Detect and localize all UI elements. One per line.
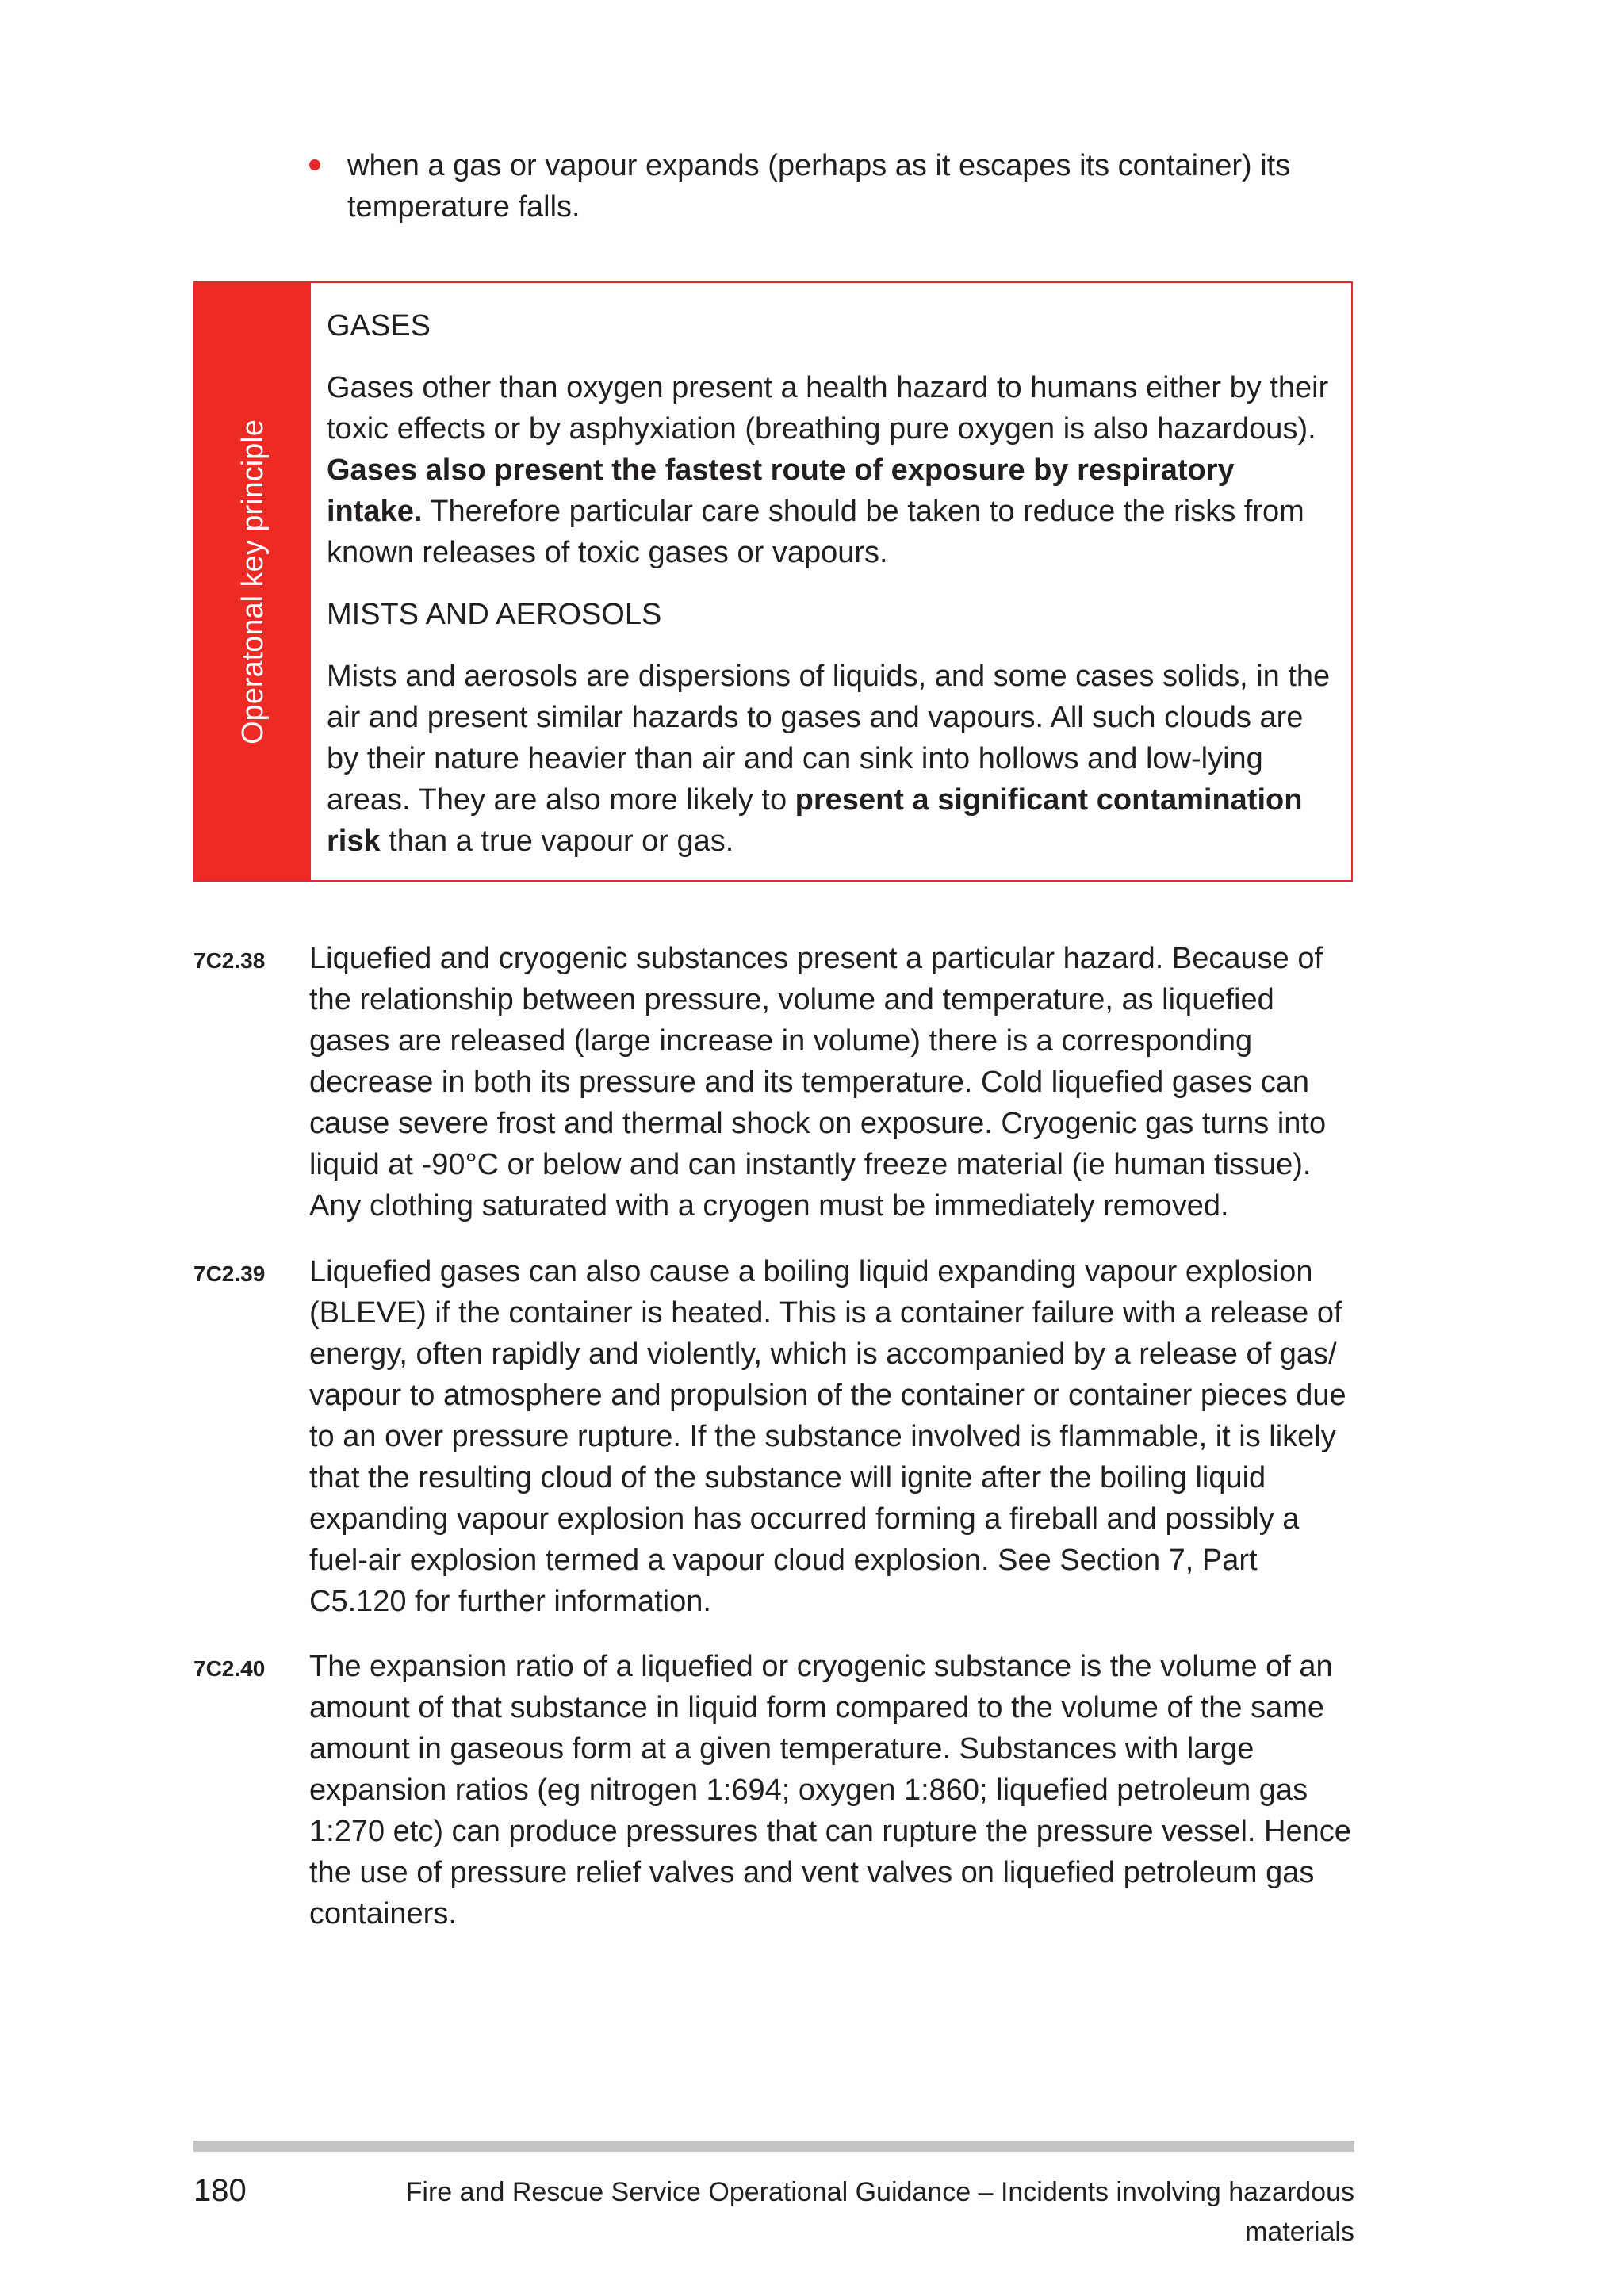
numbered-paragraph (193, 1251, 1359, 1622)
page-footer (193, 2171, 1354, 2252)
paragraph-text: Liquefied gases can also cause a boiling liquid expanding vapour explosion (BLEVE) if the container is heated. This is a container failure with a release of energy, often rapidly and violently, which is accompanied by a release of gas/ vapour to atmosphere and propulsion of the container or container pieces due to an over pressure rupture. If the substance involved is flammable, it is likely that the resulting cloud of the substance will ignite after the boiling liquid expanding vapour explosion has occurred forming a fireball and possibly a fuel-air explosion termed a vapour cloud explosion. See Section 7, Part C5.120 for further information. (309, 1255, 1346, 1618)
key-principle-box (193, 281, 1353, 882)
mists-text-1: Mists and aerosols are dispersions of liquids, and some cases solids, in the air and present similar hazards to gases and vapours. All such clouds are by their nature heavier than air and can sink into hollows and low-lying areas. They are also more likely to (327, 660, 1331, 817)
key-principle-label: Operatonal key principle (236, 419, 270, 744)
key-principle-sidebar (195, 283, 311, 880)
gases-paragraph (327, 367, 1335, 573)
footer-title: Fire and Rescue Service Operational Guidance – Incidents involving hazardous materials (405, 2177, 1354, 2247)
gases-bold-text: Gases also present the fastest route of exposure by respiratory intake. (327, 453, 1235, 528)
page-number: 180 (193, 2173, 247, 2208)
gases-text-1: Gases other than oxygen present a health hazard to humans either by their toxic effects or by asphyxiation (breathing pure oxygen is also hazardous). (327, 371, 1329, 446)
paragraph-7c2-39 (193, 1251, 1359, 1622)
paragraph-text: The expansion ratio of a liquefied or cryogenic substance is the volume of an amount of that substance in liquid form compared to the volume of the same amount in gaseous form at a given temperature. Substances with large expansion ratios (eg nitrogen 1:694; oxygen 1:860; liquefied petroleum gas 1:270 etc) can produce pressures that can rupture the pressure vessel. Hence the use of pressure relief valves and vent valves on liquefied petroleum gas containers. (309, 1650, 1351, 1931)
numbered-paragraph (193, 1646, 1359, 1934)
bullet-text: when a gas or vapour expands (perhaps as it escapes its container) its temperature falls. (347, 149, 1291, 224)
gases-text-2: Therefore particular care should be taken to reduce the risks from known releases of toxic gases or vapours. (327, 495, 1304, 569)
paragraph-text: Liquefied and cryogenic substances present a particular hazard. Because of the relationship between pressure, volume and temperature, as liquefied gases are released (large increase in volume) there is a corresponding decrease in both its pressure and its temperature. Cold liquefied gases can cause severe frost and thermal shock on exposure. Cryogenic gas turns into liquid at -90°C or below and can instantly freeze material (ie human tissue). Any clothing saturated with a cryogen must be immediately removed. (309, 942, 1327, 1223)
mists-heading: MISTS AND AEROSOLS (327, 598, 662, 631)
numbered-paragraph (193, 938, 1359, 1226)
bullet-list (309, 145, 1364, 228)
paragraph-number: 7C2.40 (193, 1656, 266, 1681)
key-principle-content (311, 283, 1351, 880)
mists-text-2: than a true vapour or gas. (380, 825, 734, 858)
paragraph-7c2-40 (193, 1646, 1359, 1934)
paragraph-number: 7C2.39 (193, 1261, 266, 1286)
mists-paragraph (327, 656, 1335, 862)
footer-rule (193, 2141, 1354, 2152)
paragraph-7c2-38 (193, 938, 1359, 1226)
bullet-item (309, 145, 1364, 228)
bullet-dot-icon (309, 159, 320, 170)
paragraph-number: 7C2.38 (193, 948, 266, 973)
mists-bold-text: present a significant contamination risk (327, 783, 1303, 858)
gases-heading: GASES (327, 309, 431, 342)
